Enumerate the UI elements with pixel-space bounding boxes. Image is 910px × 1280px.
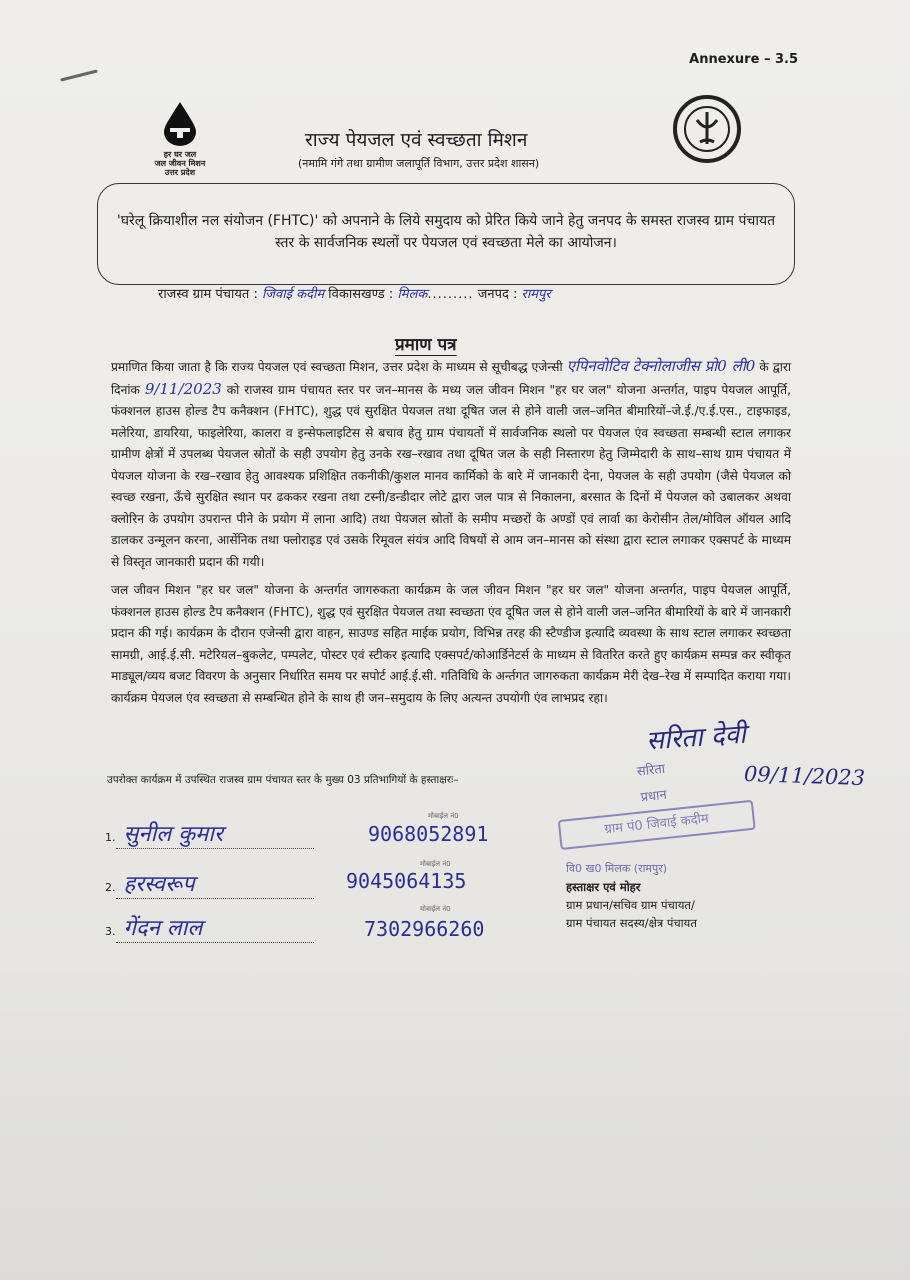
org-title: राज्य पेयजल एवं स्वच्छता मिशन — [305, 129, 528, 151]
district-label: जनपद : — [477, 287, 518, 302]
official-stamp — [552, 748, 755, 850]
org-subtitle: (नमामि गंगे तथा ग्रामीण जलापूर्ति विभाग, उत्तर प्रदेश शासन) — [298, 157, 540, 170]
participant-mobile: 7302966260 — [364, 917, 485, 941]
certificate-paragraph-2: जल जीवन मिशन "हर घर जल" योजना के अन्तर्गत जागरुकता कार्यक्रम के जल जीवन मिशन "हर घर जल" योजना अन्तर्गत, पाइप पेयजल आपूर्ति, फंक्शनल हाउस होल्ड टैप कनैक्शन (FHTC), शुद्ध एवं सुरक्षित पेयजल तथा स्वच्छता एंव दूषित जल से होने वाली जल–जनित बीमारियों के बारे में जानकारी प्रदान की गई। कार्यक्रम के दौरान एजेन्सी द्वारा वाहन, साउण्ड सहित माईक प्रयोग, विभिन्न तरह की स्टैण्डीज इत्यादि व्यवस्था के साथ स्टाल लगाकर स्वच्छता सामग्री, आई.ई.सी. मटेरियल–बुकलेट, पम्पलेट, पोस्टर एवं स्टीकर इत्यादि एक्सपर्ट/कोआर्डिनेटर्स के माध्यम से वितरित करते हुए कार्यक्रम सम्पन्न कर स्वीकृत माड्यूल/व्यय बजट विवरण के अनुसार निर्धारित समय पर सपोर्ट आई.ई.सी. गतिविधि के अर्न्तगत जागरुकता कार्यक्रम मेरी देख–रेख में सम्पादित कराया गया। कार्यक्रम पेयजल एंव स्वच्छता से सम्बन्धित होने के साथ ही जन–समुदाय के लिए अत्यन्त उपयोगी एंव लाभप्रद रहा। — [111, 583, 791, 705]
participant-name: गेंदन लाल — [116, 912, 314, 943]
district-value: रामपुर — [521, 287, 551, 302]
gram-panchayat-label: राजस्व ग्राम पंचायत : — [158, 287, 258, 302]
mobile-label: मोबाईल नं0 — [420, 905, 451, 913]
gram-panchayat-value: जिवाई कदीम — [261, 287, 325, 302]
logo-text-2: जल जीवन मिशन — [154, 159, 206, 168]
para1-part-c: को राजस्व ग्राम पंचायत स्तर पर जन–मानस के मध्य जल जीवन मिशन "हर घर जल" योजना अन्तर्गत, पाइप पेयजल आपूर्ति, फंक्शनल हाउस होल्ड टैप कनैक्शन (FHTC), शुद्ध एवं सुरक्षित पेयजल तथा दूषित जल से होने वाली जल–जनित बीमारियों–जे.ई./ए.ई.एस., टाइफाइड, मलेरिया, डायरिया, फाइलेरिया, कालरा व इन्सेफलाइटिस से बचाव हेतु ग्राम पंचायतों में सार्वजनिक स्थलो पर पेयजल एंव स्वच्छता सम्बन्धी स्टाल लगाकर ग्रामीण क्षेत्रों में उपलब्ध पेयजल स्रोतों के सही उपयोग हेतु उनके रख–रखाव तथा दूषित जल के सही निस्तारण हेतु जिम्मेदारी के साथ–साथ ग्राम पंचायत में पेयजल योजना के रख–रखाव हेतु आवश्यक प्रशिक्षित तकनीकी/कुशल मानव कार्मिको के बारे में जानकारी देना, पेयजल के सही उपयोग (जैसे पेयजल को स्वच्छ रखना, ऊँचे सुरक्षित स्थान पर ढककर रखना तथा टस्नी/डन्डीदार लोटे द्वारा जल पात्र से निकालना, बरसात के दिनों में पेयजल को उबालकर अथवा क्लोरिन के उपयोग उपरान्त पीने के प्रयोग में लाना आदि) तथा पेयजल स्रोतों के समीप मच्छरों के अण्डों एवं लार्वा का केरोसीन तेल/मोविल ऑयल आदि डालकर उन्मूलन करना, आर्सेनिक तथा फ्लोराइड एवं उसके रिमूवल संयंत्र आदि विषयों से आम जन–मानस को संस्था द्वारा स्टाल लगाकर एक्सपर्ट के माध्यम से विस्तृत जानकारी प्रदान की गयी। — [111, 382, 791, 569]
participant-mobile: 9045064135 — [346, 869, 467, 893]
participant-name: हरस्वरूप — [116, 868, 314, 899]
annexure-label: Annexure – 3.5 — [689, 52, 798, 67]
participant-mobile: 9068052891 — [368, 822, 489, 846]
certificate-title: प्रमाण पत्र — [395, 335, 457, 355]
participants-note: उपरोक्त कार्यक्रम में उपस्थित राजस्व ग्राम पंचायत स्तर के मुख्य 03 प्रतिभागियों के हस्ताक्षरः– — [107, 774, 459, 786]
event-date: 9/11/2023 — [144, 379, 222, 398]
up-government-seal — [664, 94, 750, 164]
water-drop-icon — [160, 100, 200, 146]
mobile-label: मोबाईल नं0 — [420, 860, 451, 868]
para1-part-a: प्रमाणित किया जाता है कि राज्य पेयजल एवं स्वच्छता मिशन, उत्तर प्रदेश के माध्यम से सूचीबद्ध एजेन्सी — [111, 360, 563, 374]
logo-text-3: उत्तर प्रदेश — [164, 168, 196, 177]
block-value: मिलक — [397, 287, 428, 302]
mobile-label: मोबाईल नं0 — [428, 812, 459, 820]
participant-1 — [105, 818, 314, 849]
block-label: विकासखण्ड : — [328, 287, 394, 302]
jal-jeevan-mission-logo — [140, 100, 220, 177]
certificate-paragraph-1 — [111, 356, 791, 573]
participant-2 — [105, 868, 314, 899]
signature-date: 09/11/2023 — [743, 761, 866, 791]
staple-pin — [60, 69, 98, 81]
sign-and-seal-label: हस्ताक्षर एवं मोहर — [566, 880, 641, 894]
designation-block — [566, 860, 697, 932]
stamp-name: सरिता — [636, 761, 666, 780]
pradhan-signature: सरिता देवी — [645, 719, 747, 757]
participant-number: 3. — [105, 925, 116, 938]
designation-line-2: ग्राम पंचायत सदस्य/क्षेत्र पंचायत — [566, 916, 697, 930]
program-banner: 'घरेलू क्रियाशील नल संयोजन (FHTC)' को अपनाने के लिये समुदाय को प्रेरित किये जाने हेतु जनपद के समस्त राजस्व ग्राम पंचायत स्तर के सार्वजनिक स्थलों पर पेयजल एवं स्वच्छता मेले का आयोजन। — [97, 183, 795, 285]
designation-line-1: ग्राम प्रधान/सचिव ग्राम पंचायत/ — [566, 898, 695, 912]
location-row: राजस्व ग्राम पंचायत : जिवाई कदीम विकासखण्ड : मिलक......... जनपद : रामपुर — [158, 287, 551, 302]
participant-number: 1. — [105, 831, 116, 844]
participant-name: सुनील कुमार — [116, 818, 314, 849]
para1-part-b: के द्वारा दिनांक — [111, 360, 792, 397]
agency-name: एपिनवोटिव टेक्नोलाजीस प्रो0 ली0 — [566, 357, 756, 375]
stamp-role: प्रधान — [640, 787, 668, 806]
stamp-gram-panchayat: ग्राम पं0 जिवाई कदीम — [558, 800, 756, 850]
logo-text-1: हर घर जल — [163, 150, 197, 159]
participant-number: 2. — [105, 881, 116, 894]
stamp-block: वि0 ख0 मिलक (रामपुर) — [566, 862, 668, 875]
participant-3 — [105, 912, 314, 943]
